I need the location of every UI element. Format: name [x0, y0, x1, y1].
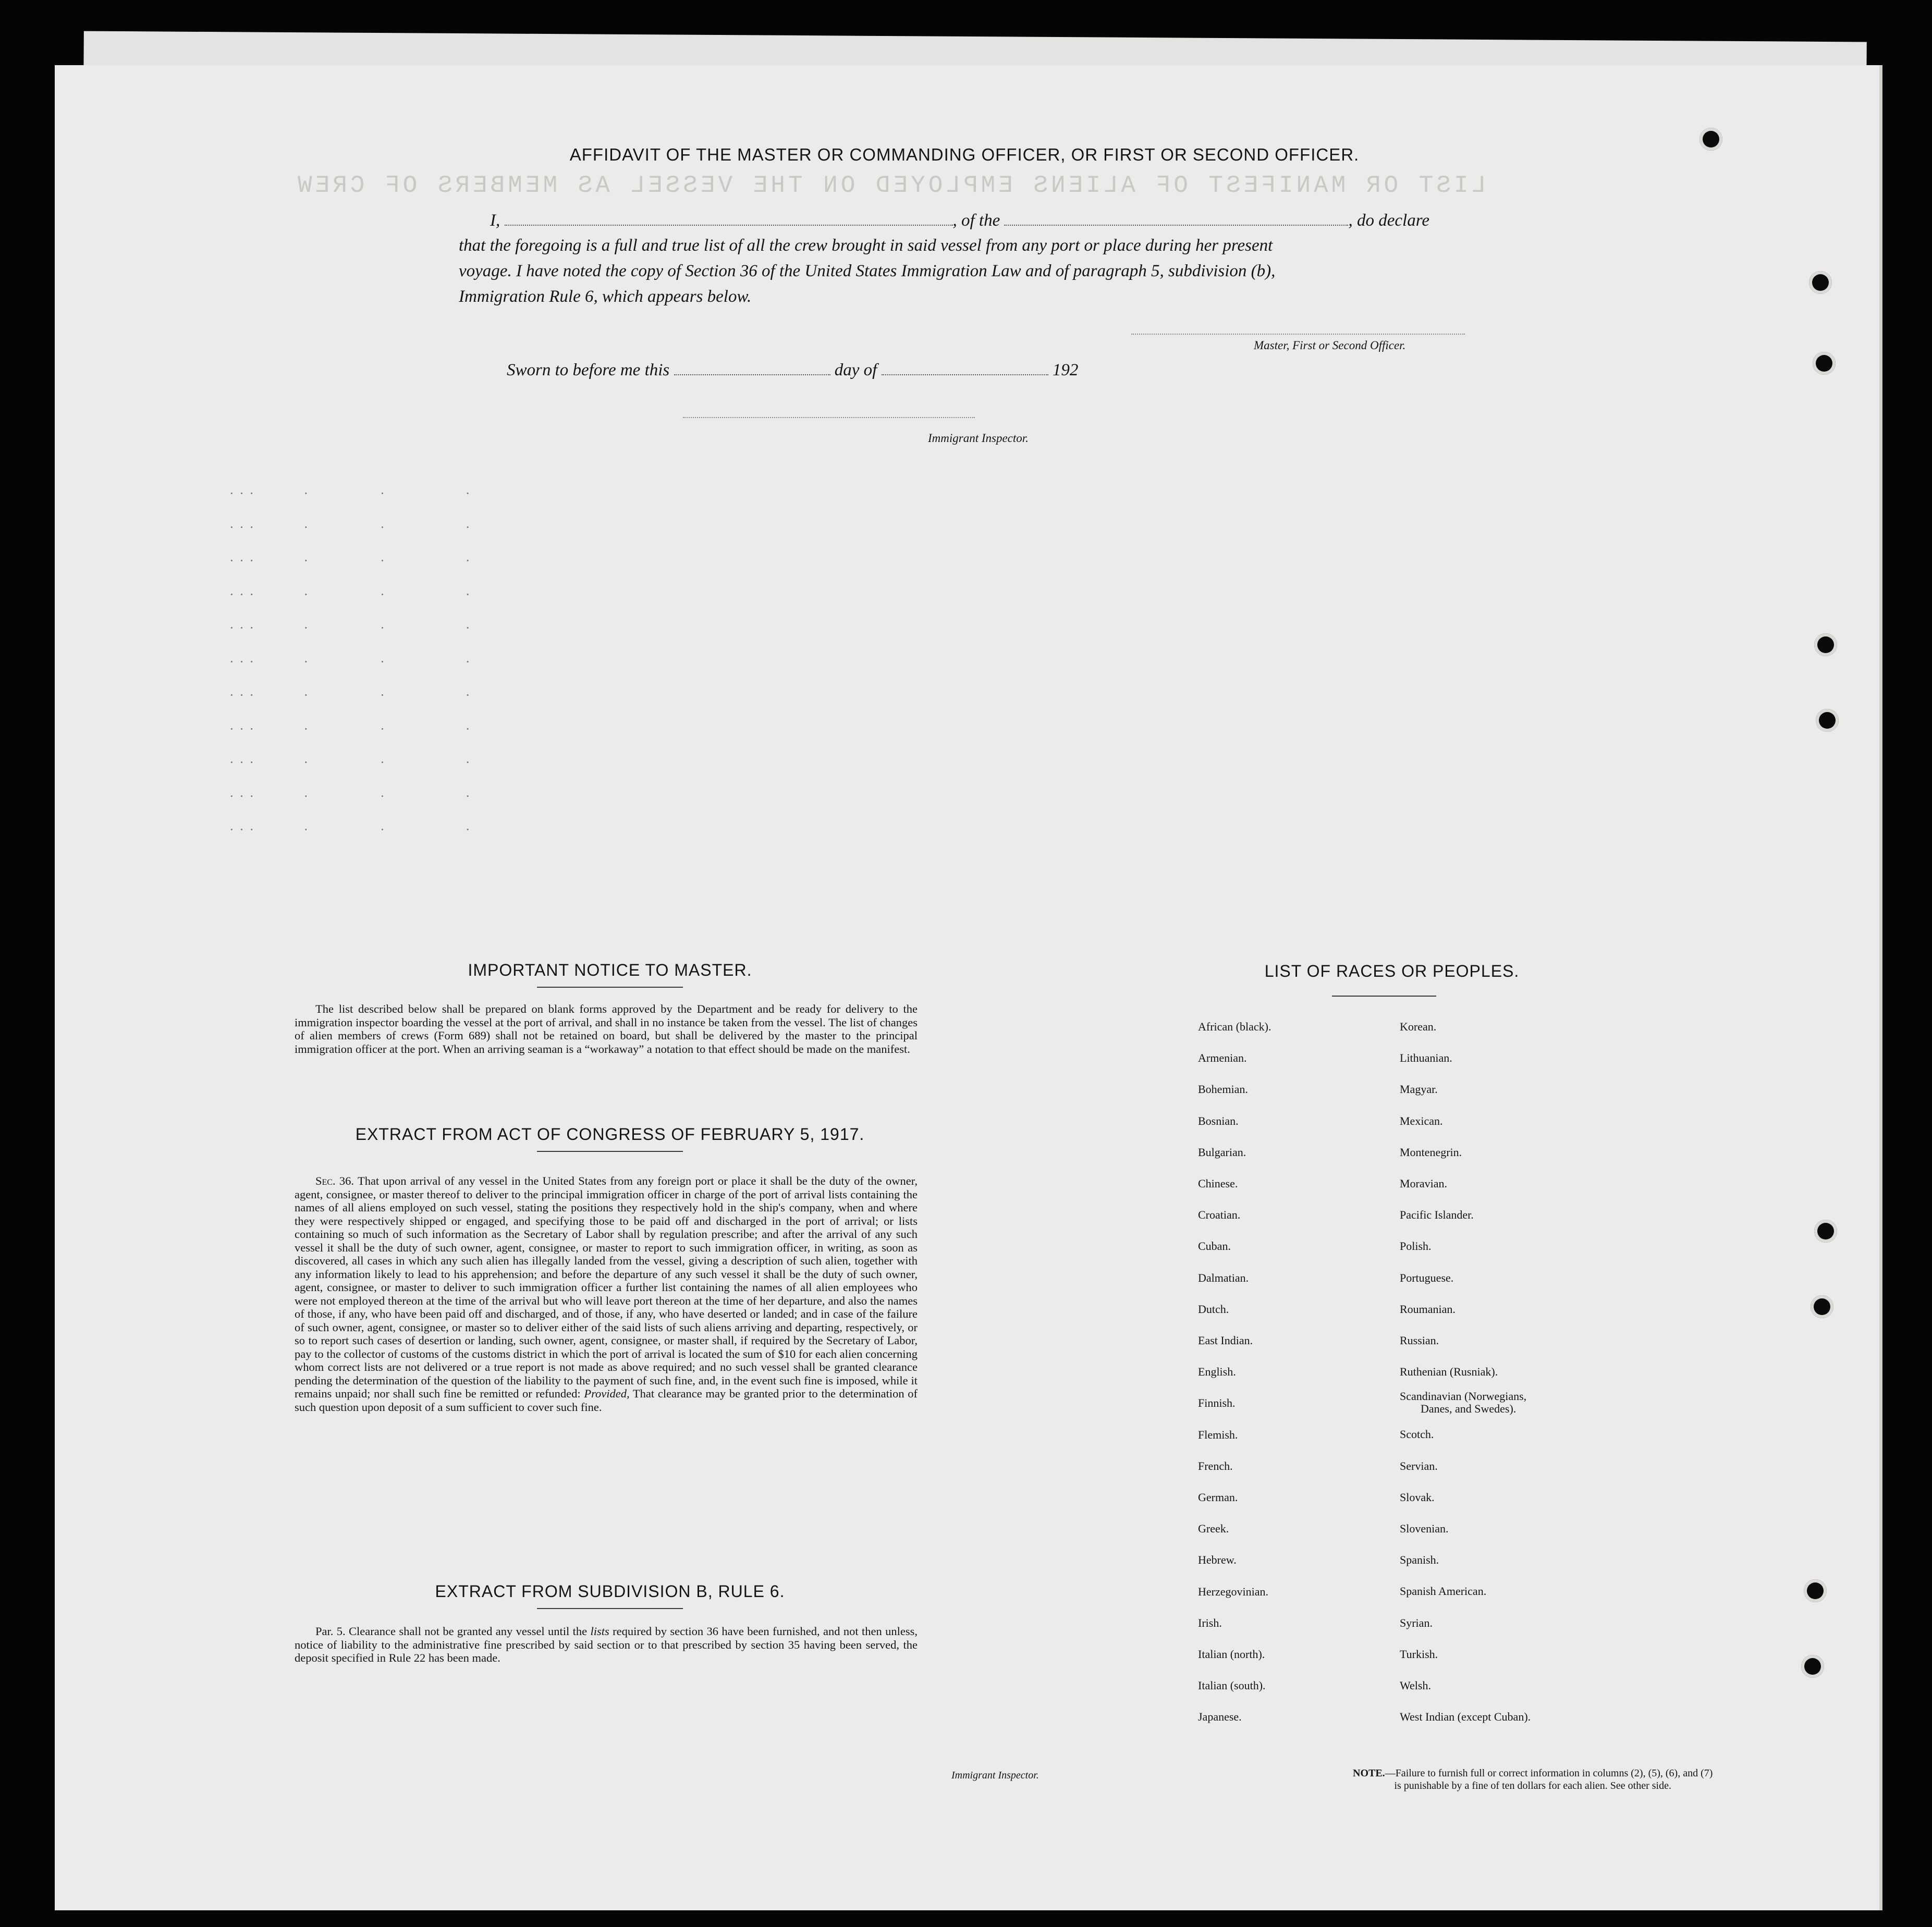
race-item: Dutch.: [1198, 1302, 1229, 1316]
punch-hole: [1811, 1295, 1833, 1318]
punch-hole: [1804, 1579, 1827, 1602]
punch-hole: [1816, 709, 1839, 732]
race-item: French.: [1198, 1459, 1233, 1472]
year-label: 192: [1052, 361, 1079, 379]
race-item-continuation: Danes, and Swedes).: [1421, 1402, 1517, 1416]
affidavit-line-3: voyage. I have noted the copy of Section 36 of the United States Immigration Law and of paragraph 5, subdivision (b),: [459, 262, 1276, 280]
races-column-2: [1400, 1011, 1531, 1733]
affidavit-line-4: Immigration Rule 6, which appears below.: [459, 287, 752, 306]
sworn-day-blank: [674, 374, 830, 375]
provided-text: That clearance may be granted prior to the determination of such question upon deposit of a sum sufficient to cover such fine.: [295, 1387, 918, 1414]
punch-hole: [1801, 1655, 1824, 1678]
race-item: Servian.: [1400, 1459, 1438, 1472]
race-item: Lithuanian.: [1400, 1051, 1452, 1065]
inspector-line: [683, 417, 975, 418]
race-item: Finnish.: [1198, 1396, 1236, 1410]
note-label: NOTE.: [1353, 1768, 1385, 1779]
race-item: Irish.: [1198, 1616, 1222, 1629]
race-item: Turkish.: [1400, 1647, 1438, 1661]
race-item: Slovak.: [1400, 1490, 1435, 1504]
extract-rule-title: EXTRACT FROM SUBDIVISION B, RULE 6.: [435, 1582, 785, 1601]
race-item: Flemish.: [1198, 1428, 1238, 1441]
race-item: Herzegovinian.: [1198, 1585, 1268, 1598]
affidavit-do-declare: , do declare: [1348, 211, 1429, 230]
race-item: Scotch.: [1400, 1428, 1434, 1441]
note-line-2: is punishable by a fine of ten dollars for each alien. See other side.: [1394, 1780, 1671, 1791]
par-label: Par. 5.: [315, 1625, 346, 1638]
race-item: Bulgarian.: [1198, 1145, 1246, 1159]
punch-hole: [1699, 128, 1722, 151]
sworn-month-blank: [882, 374, 1048, 375]
extract-act-title: EXTRACT FROM ACT OF CONGRESS OF FEBRUARY 5, 1917.: [355, 1125, 865, 1144]
race-item: Montenegrin.: [1400, 1145, 1462, 1159]
race-item: East Indian.: [1198, 1334, 1253, 1347]
race-item: Ruthenian (Rusniak).: [1400, 1365, 1498, 1379]
race-item: Bohemian.: [1198, 1083, 1248, 1096]
race-item: Greek.: [1198, 1522, 1229, 1536]
sec-36-text: That upon arrival of any vessel in the United States from any foreign port or place it shall be the duty of the owner, agent, consignee, or master thereof to deliver to the principal immigration officer in charge of the port of arrival lists containing the names of all aliens employed on such vessel, stating the positions they respectively hold in the ship's company, when and where they were respectively shipped or engaged, and specifying those to be paid off and discharged in the port of arrival; or lists containing so much of such information as the Secretary of Labor shall by regulation prescribe; and after the arrival of any such vessel it shall be the duty of such owner, agent, consignee, or master to report to such immigration officer, in writing, as soon as discovered, all cases in which any such alien has illegally landed from the vessel, giving a description of such alien, together with any information likely to lead to his apprehension; and before the departure of any such vessel it shall be the duty of such owner, agent, consignee, or master to deliver to such immigration officer a further list containing the names of all alien employees who were not employed thereon at the time of the arrival but who will leave port thereon at the time of her departure, and also the names of those, if any, who have been paid off and discharged, and of those, if any, who have deserted or landed; and in case of the failure of such owner, agent, consignee, or master so to deliver either of the said lists of such aliens arriving and departing, respectively, or so to report such cases of desertion or landing, such owner, agent, consignee, or master shall, if required by the Secretary of Labor, pay to the collector of customs of the customs district in which the port of arrival is located the sum of $10 for each alien concerning whom correct lists are not delivered or a true report is not made as above required; and no such vessel shall be granted clearance pending the determination of the question of the liability to the payment of such fine, and, in the event such fine is imposed, while it remains unpaid; nor shall such fine be remitted or refunded:: [295, 1174, 918, 1400]
race-item: Portuguese.: [1400, 1271, 1454, 1284]
race-item: Korean.: [1400, 1020, 1437, 1033]
race-item: Russian.: [1400, 1334, 1439, 1347]
footer-note: [1353, 1767, 1713, 1792]
race-item: Slovenian.: [1400, 1522, 1449, 1536]
races-title-rule: [1332, 996, 1436, 997]
race-item: Japanese.: [1198, 1710, 1242, 1724]
extract-act-rule: [537, 1151, 683, 1152]
extract-act-body: [295, 1174, 918, 1414]
signature-caption: Master, First or Second Officer.: [1254, 339, 1406, 352]
race-item: Scandinavian (Norwegians,: [1400, 1390, 1527, 1403]
punch-hole: [1814, 1220, 1837, 1243]
punch-hole: [1814, 633, 1837, 656]
race-item-scandinavian: [1400, 1388, 1531, 1419]
race-item: Cuban.: [1198, 1239, 1231, 1253]
notice-title: IMPORTANT NOTICE TO MASTER.: [468, 961, 752, 979]
sec-label: Sec. 36.: [315, 1174, 354, 1187]
affidavit-of-the: , of the: [952, 211, 1000, 230]
vessel-blank: [1004, 225, 1348, 226]
race-item: Italian (north).: [1198, 1648, 1265, 1661]
footer-inspector: Immigrant Inspector.: [951, 1770, 1039, 1781]
race-item: English.: [1198, 1365, 1236, 1379]
punch-hole: [1813, 352, 1836, 375]
notice-body: The list described below shall be prepared on blank forms approved by the Department and be ready for delivery to the immigration inspector boarding the vessel at the port of arrival, and shall in no instance be taken from the vessel. The list of changes of alien members of crews (Form 689) shall not be retained on board, but shall be delivered by the master to the principal immigration officer at the port. When an arriving seaman is a “workaway” a notation to that effect should be made on the manifest.: [295, 1002, 918, 1055]
affidavit-i-label: I,: [490, 211, 500, 230]
race-item: Moravian.: [1400, 1177, 1448, 1190]
race-item: Spanish American.: [1400, 1585, 1487, 1598]
race-item: Welsh.: [1400, 1679, 1431, 1692]
rule-lists-word: lists: [590, 1625, 609, 1638]
race-item: Syrian.: [1400, 1616, 1433, 1629]
notice-title-rule: [537, 987, 683, 988]
race-item: African (black).: [1198, 1020, 1271, 1033]
race-item: Roumanian.: [1400, 1302, 1456, 1316]
race-item: Dalmatian.: [1198, 1271, 1249, 1284]
races-title: LIST OF RACES OR PEOPLES.: [1264, 962, 1520, 980]
race-item: West Indian (except Cuban).: [1400, 1710, 1531, 1724]
race-item: Armenian.: [1198, 1051, 1247, 1065]
extract-rule-body: [295, 1625, 918, 1665]
rule-text-b: required by section 36 have been furnished, and not then unless, notice of liability to the administrative fine prescribed by said section or to that prescribed by section 35 having been served, the deposit specified in Rule 22 has been made.: [295, 1625, 918, 1664]
name-blank: [505, 225, 953, 226]
signature-line: [1131, 334, 1465, 335]
races-column-1: [1198, 1011, 1271, 1733]
inspector-caption: Immigrant Inspector.: [928, 432, 1029, 445]
affidavit-line-2: that the foregoing is a full and true list of all the crew brought in said vessel from any port or place during her present: [459, 236, 1273, 255]
bleed-through-rows: · · · · · · · · · · · · · · · · · · · · · · · · · · · · · · · · · · · · · · · · · · · · · · · · · · · · · · · · · · · · · · · · · ·: [229, 486, 471, 837]
extract-rule-rule: [537, 1608, 683, 1609]
day-of-label: day of: [834, 361, 877, 379]
affidavit-title: AFFIDAVIT OF THE MASTER OR COMMANDING OFFICER, OR FIRST OR SECOND OFFICER.: [569, 145, 1360, 164]
race-item: Polish.: [1400, 1239, 1432, 1253]
sworn-line: [507, 361, 1078, 380]
affidavit-line-1: [490, 211, 1429, 230]
bleed-through-heading: LIST OR MANIFEST OF ALIENS EMPLOYED ON THE VESSEL AS MEMBERS OF CREW: [295, 172, 1486, 199]
sworn-label: Sworn to before me this: [507, 361, 670, 379]
race-item: Mexican.: [1400, 1114, 1443, 1127]
provided-label: Provided,: [584, 1387, 630, 1400]
race-item: Chinese.: [1198, 1177, 1238, 1190]
race-item: Hebrew.: [1198, 1553, 1237, 1567]
race-item: Spanish.: [1400, 1553, 1439, 1567]
race-item: Bosnian.: [1198, 1114, 1239, 1127]
punch-hole: [1809, 271, 1832, 294]
race-item: Pacific Islander.: [1400, 1208, 1474, 1222]
race-item: Italian (south).: [1198, 1679, 1266, 1692]
race-item: German.: [1198, 1491, 1238, 1504]
race-item: Magyar.: [1400, 1083, 1438, 1096]
rule-text-a: Clearance shall not be granted any vessel until the: [349, 1625, 588, 1638]
note-line-1: —Failure to furnish full or correct information in columns (2), (5), (6), and (7): [1385, 1768, 1713, 1779]
race-item: Croatian.: [1198, 1208, 1241, 1222]
